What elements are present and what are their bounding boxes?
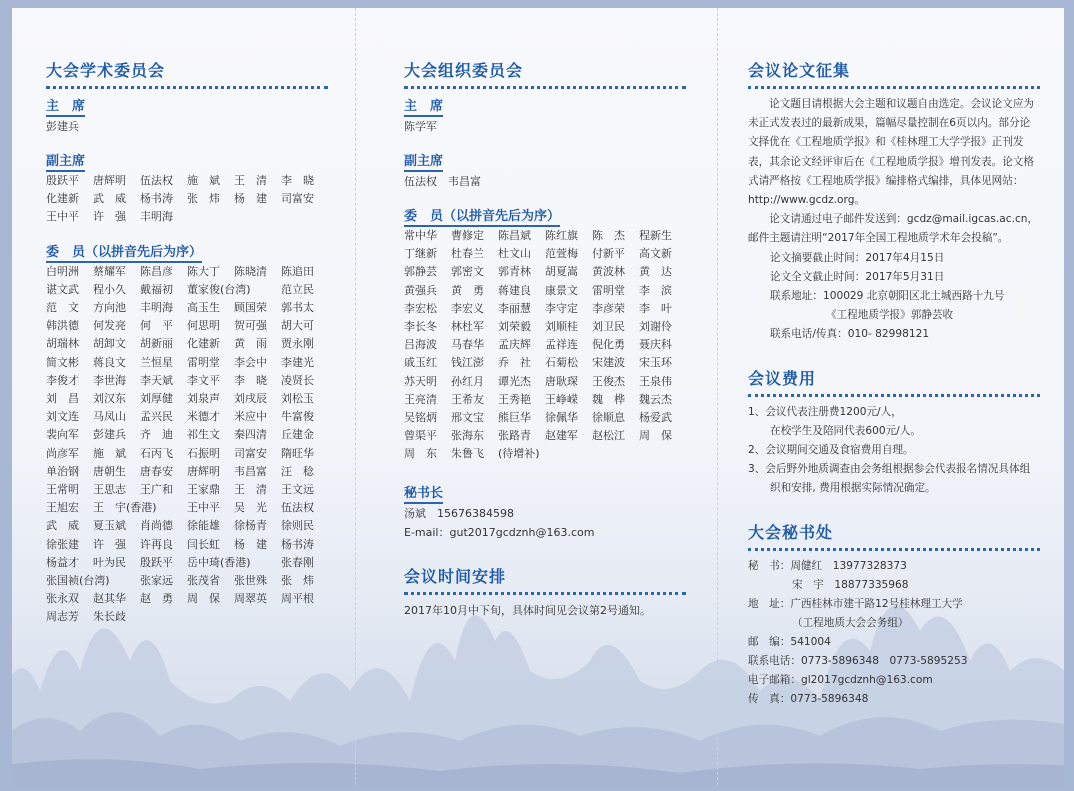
member-name: 王俊杰 xyxy=(592,374,625,388)
member-name: 周 东 xyxy=(404,447,437,461)
member-name: 王中平 xyxy=(46,210,79,224)
member-name: 谌文武 xyxy=(46,282,79,296)
member-name: 王 清 xyxy=(234,483,267,497)
paper-paragraph: 论文题目请根据大会主题和议题自由选定。会议论文应为未正式发表过的最新成果，篇幅尽量控制在6页以内。部分论文择优在《工程地质学报》和《桂林理工大学学报》正刊发表，其余论文经评审后在《工程地质学报》增刊发表。论文格式请严格按《工程地质学报》编排格式编排，具体见网站：http://www.gcdz.org。 xyxy=(748,98,1035,207)
member-name: 李长冬 xyxy=(404,320,437,334)
member-name: 石振明 xyxy=(187,446,220,460)
member-name: 李建光 xyxy=(281,355,314,369)
member-name: 陈昌斌 xyxy=(498,229,531,242)
member-name: 丰明海 xyxy=(140,301,173,315)
member-name: 米德才 xyxy=(187,410,220,424)
member-name: 胡瑞林 xyxy=(46,337,79,351)
member-name: 王旭宏 xyxy=(46,501,79,515)
member-name: 徐顺息 xyxy=(592,411,625,425)
contact-recipient: 《工程地质学报》郭静芸收 xyxy=(826,308,954,321)
member-name: 周 保 xyxy=(187,592,220,606)
member-name: 乔 社 xyxy=(498,356,531,370)
member-name: 丘建金 xyxy=(281,428,314,442)
member-name: 陈大丁 xyxy=(187,264,220,278)
member-name: 蒋良文 xyxy=(93,355,126,369)
member-name: 李世海 xyxy=(93,373,126,387)
member-name: 施 斌 xyxy=(187,174,220,187)
member-name: 祁生文 xyxy=(187,428,220,442)
member-name: 米应中 xyxy=(234,410,267,424)
member-name: 黄 雨 xyxy=(234,337,267,351)
member-name: 刘顺桂 xyxy=(545,320,578,334)
member-name: 许 强 xyxy=(93,210,126,224)
member-name: 徐佩华 xyxy=(545,411,578,425)
member-name: 王希友 xyxy=(451,392,484,406)
member-name: 裴向军 xyxy=(46,428,79,442)
subsection-title: 委 员（以拼音先后为序） xyxy=(404,208,560,227)
member-name: 雷明堂 xyxy=(187,355,220,369)
vice-chair-names: 伍法权 韦昌富 xyxy=(404,175,481,188)
member-name xyxy=(140,499,186,517)
member-name: 丁继新 xyxy=(404,247,437,261)
member-name: 李天斌 xyxy=(140,373,173,387)
section-title: 会议时间安排 xyxy=(404,566,507,586)
member-name: 熊巨华 xyxy=(498,411,531,425)
fee-item-note: 织和安排, 费用根据实际情况确定。 xyxy=(770,481,936,494)
member-name: 张路青 xyxy=(498,429,531,443)
member-name: 孟祥连 xyxy=(545,338,578,352)
member-name: 赵建军 xyxy=(545,429,578,443)
subsection-title: 主 席 xyxy=(404,98,443,117)
member-name: 王 宇(香港) xyxy=(93,501,157,515)
member-name: 唐耿琛 xyxy=(545,374,578,388)
member-name: 吕海波 xyxy=(404,338,437,352)
fee-item: 1、会议代表注册费1200元/人， xyxy=(748,405,902,418)
member-name: 周翠英 xyxy=(234,592,267,606)
name-grid xyxy=(404,227,686,464)
member-name: 隋旺华 xyxy=(281,446,314,460)
member-name: 胡卸文 xyxy=(93,337,126,351)
member-name: 李 晓 xyxy=(234,373,267,387)
member-name: 程新生 xyxy=(639,229,672,242)
member-name: 郭书太 xyxy=(281,301,314,315)
section-title: 大会秘书处 xyxy=(748,522,834,542)
member-name: 何思明 xyxy=(187,319,220,333)
member-name: 伍法权 xyxy=(140,174,173,187)
member-name: 黄波林 xyxy=(592,265,625,279)
member-name: 刘松玉 xyxy=(281,392,314,406)
member-name: 化建新 xyxy=(187,337,220,351)
member-name: 雷明堂 xyxy=(592,283,625,297)
member-name: 肖尚德 xyxy=(140,519,173,533)
member-name: 曾渠平 xyxy=(404,429,437,443)
member-name: 宋建波 xyxy=(592,356,625,370)
section-title: 大会组织委员会 xyxy=(404,61,524,80)
schedule-text: 2017年10月中下旬，具体时间见会议第2号通知。 xyxy=(404,603,651,617)
fee-item: 3、会后野外地质调查由会务组根据参会代表报名情况具体组 xyxy=(748,462,1031,475)
member-name: 李文平 xyxy=(187,373,220,387)
member-name: 黄 达 xyxy=(639,265,672,279)
subsection-title: 主 席 xyxy=(46,98,85,117)
member-name: 孙红月 xyxy=(451,374,484,388)
member-name: 林杜军 xyxy=(451,320,484,334)
member-name: 李俊才 xyxy=(46,373,79,387)
paper-paragraph: 论文请通过电子邮件发送到：gcdz@mail.igcas.ac.cn，邮件主题请注明“2017年全国工程地质学术年会投稿”。 xyxy=(748,213,1039,245)
member-name: 胡大可 xyxy=(281,319,314,333)
member-name: 唐辉明 xyxy=(93,174,126,187)
member-name: 刘厚健 xyxy=(140,392,173,406)
member-name: 何 平 xyxy=(140,319,173,333)
name-grid xyxy=(46,172,328,227)
member-name: 齐 迪 xyxy=(140,428,173,442)
member-name: 张家远 xyxy=(140,574,173,588)
member-name: 陈昌彦 xyxy=(140,264,173,278)
member-name: 郭密文 xyxy=(451,265,484,279)
member-name: 白明洲 xyxy=(46,264,79,278)
member-name: 李守定 xyxy=(545,301,578,315)
member-name: 单治钢 xyxy=(46,464,79,478)
member-name: 叶为民 xyxy=(93,555,126,569)
chair-name: 彭建兵 xyxy=(46,120,79,133)
member-name: 秦四清 xyxy=(234,428,267,442)
subsection-title: 副主席 xyxy=(404,153,443,172)
member-name: 司富安 xyxy=(234,446,267,460)
member-name: 杨 建 xyxy=(234,192,267,206)
member-name: 简文彬 xyxy=(46,355,79,369)
member-name: 何发亮 xyxy=(93,319,126,333)
member-name: 范萱梅 xyxy=(545,247,578,261)
member-name: 张世殊 xyxy=(234,574,267,588)
member-name: 刘 昌 xyxy=(46,392,79,406)
member-name: 蔡耀军 xyxy=(93,264,126,278)
member-name: 高文新 xyxy=(639,247,672,261)
member-name: 戚玉红 xyxy=(404,356,437,370)
abstract-deadline: 论文摘要截止时间：2017年4月15日 xyxy=(770,251,945,264)
member-name: 伍法权 xyxy=(281,501,314,515)
member-name: 常中华 xyxy=(404,229,437,242)
member-name: 郭静芸 xyxy=(404,265,437,279)
member-name: 韩洪德 xyxy=(46,319,79,333)
member-name: 张春刚 xyxy=(281,555,314,569)
member-name: 施 斌 xyxy=(93,446,126,460)
secretary-contact: 汤斌 15676384598 xyxy=(404,506,514,520)
member-name: 陈晓清 xyxy=(234,264,267,278)
member-name: 徐杨青 xyxy=(234,519,267,533)
member-name: 王 清 xyxy=(234,174,267,187)
member-name: 徐则民 xyxy=(281,519,314,533)
member-name: 聂庆科 xyxy=(639,338,672,352)
member-name: 陈 杰 xyxy=(592,229,625,242)
member-name: 王峥嵘 xyxy=(545,392,578,406)
member-name: 周 保 xyxy=(639,429,672,443)
member-name: 王文远 xyxy=(281,483,314,497)
member-name: 黄 勇 xyxy=(451,283,484,297)
member-name: 李 滨 xyxy=(639,283,672,297)
member-name: 吴 光 xyxy=(234,501,267,515)
member-name: 唐朝生 xyxy=(93,464,126,478)
subsection-title: 秘书长 xyxy=(404,485,443,504)
member-name: 马凤山 xyxy=(93,410,126,424)
member-name: 张国祯(台湾) xyxy=(46,574,110,588)
member-name: 苏天明 xyxy=(404,374,437,388)
member-name: 刘谢伶 xyxy=(639,320,672,334)
section-title: 会议费用 xyxy=(748,368,817,388)
member-name: 王中平 xyxy=(187,501,220,515)
member-name: 武 威 xyxy=(46,519,79,533)
dotted-divider xyxy=(404,86,686,89)
member-name xyxy=(234,554,280,572)
member-name: 化建新 xyxy=(46,192,79,206)
member-name: 凌贤长 xyxy=(281,373,314,387)
info-panel xyxy=(748,58,1040,709)
member-name: 杨书涛 xyxy=(281,537,314,551)
member-name: 李会中 xyxy=(234,355,267,369)
member-name: 邢文宝 xyxy=(451,411,484,425)
member-name: 蒋建良 xyxy=(498,283,531,297)
member-name: 朱鲁飞 xyxy=(451,447,484,461)
member-name: 张 炜 xyxy=(187,192,220,206)
member-name: 许再良 xyxy=(140,537,173,551)
member-name: 陈红旗 xyxy=(545,229,578,242)
member-name: 李宏松 xyxy=(404,301,437,315)
member-name: 杨益才 xyxy=(46,555,79,569)
subsection-title: 委 员（以拼音先后为序） xyxy=(46,244,202,263)
member-name: 董家俊(台湾) xyxy=(187,282,251,296)
member-name: 唐春安 xyxy=(140,464,173,478)
member-name: 胡新丽 xyxy=(140,337,173,351)
member-name: 范 文 xyxy=(46,301,79,315)
dotted-divider xyxy=(748,86,1040,89)
member-name: 刘荣毅 xyxy=(498,320,531,334)
member-name: 李 晓 xyxy=(281,174,314,187)
member-name: 黄强兵 xyxy=(404,283,437,297)
member-name: (待增补) xyxy=(498,447,540,461)
member-name: 周志芳 xyxy=(46,610,79,624)
member-name: 李彦荣 xyxy=(592,301,625,315)
member-name: 王亮清 xyxy=(404,392,437,406)
member-name: 武 威 xyxy=(93,192,126,206)
organizing-committee-panel xyxy=(404,58,686,620)
member-name: 杜文山 xyxy=(498,247,531,261)
member-name: 刘泉声 xyxy=(187,392,220,406)
member-name: 魏云杰 xyxy=(639,392,672,406)
member-name: 尚彦军 xyxy=(46,446,79,460)
member-name xyxy=(93,572,139,590)
member-name: 胡夏嵩 xyxy=(545,265,578,279)
member-name: 王秀艳 xyxy=(498,392,531,406)
member-name: 张海东 xyxy=(451,429,484,443)
contact-phone: 联系电话/传真：010- 82998121 xyxy=(770,327,930,340)
member-name: 赵 勇 xyxy=(140,592,173,606)
member-name xyxy=(234,281,280,299)
member-name: 兰恒星 xyxy=(140,355,173,369)
member-name: 闫长虹 xyxy=(187,537,220,551)
member-name: 顾国荣 xyxy=(234,301,267,315)
dotted-divider xyxy=(46,86,328,89)
member-name: 赵其华 xyxy=(93,592,126,606)
member-name: 岳中琦(香港) xyxy=(187,555,251,569)
member-name: 夏玉斌 xyxy=(93,519,126,533)
member-name: 殷跃平 xyxy=(46,174,79,187)
member-name: 杨书涛 xyxy=(140,192,173,206)
member-name: 谭光杰 xyxy=(498,374,531,388)
member-name: 倪化勇 xyxy=(592,338,625,352)
member-name: 朱长歧 xyxy=(93,610,126,624)
phone: 联系电话：0773-5896348 0773-5895253 xyxy=(748,654,968,667)
member-name: 丰明海 xyxy=(140,210,173,224)
secretary-email[interactable]: E-mail：gut2017gcdznh@163.com xyxy=(404,525,595,539)
member-name: 杨爱武 xyxy=(639,411,672,425)
member-name: 高玉生 xyxy=(187,301,220,315)
dotted-divider xyxy=(404,592,686,595)
fax: 传 真：0773-5896348 xyxy=(748,692,869,705)
academic-committee-panel xyxy=(46,58,328,627)
secretary-1: 秘 书：周健红 13977328373 xyxy=(748,559,907,572)
member-name: 牛富俊 xyxy=(281,410,314,424)
member-name: 张永双 xyxy=(46,592,79,606)
member-name: 赵松江 xyxy=(592,429,625,443)
member-name: 刘文连 xyxy=(46,410,79,424)
member-name: 方向池 xyxy=(93,301,126,315)
member-name: 贾永刚 xyxy=(281,337,314,351)
dotted-divider xyxy=(748,548,1040,551)
section-title: 会议论文征集 xyxy=(748,61,851,80)
email[interactable]: 电子邮箱：gl2017gcdznh@163.com xyxy=(748,673,933,686)
fold-line xyxy=(355,8,356,785)
contact-address: 联系地址：100029 北京朝阳区北土城西路十九号 xyxy=(770,289,1005,302)
fee-item: 2、会议期间交通及食宿费用自理。 xyxy=(748,443,914,456)
member-name: 郭青林 xyxy=(498,265,531,279)
member-name: 李宏义 xyxy=(451,301,484,315)
postcode: 邮 编：541004 xyxy=(748,635,831,648)
dotted-divider xyxy=(748,394,1040,397)
member-name: 孟兴民 xyxy=(140,410,173,424)
member-name: 彭建兵 xyxy=(93,428,126,442)
subsection-title: 副主席 xyxy=(46,153,85,172)
member-name: 周平根 xyxy=(281,592,314,606)
member-name: 张 炜 xyxy=(281,574,314,588)
member-name: 刘戌辰 xyxy=(234,392,267,406)
fold-line xyxy=(717,8,718,785)
chair-name: 陈学军 xyxy=(404,120,437,133)
member-name: 陈追田 xyxy=(281,264,314,278)
member-name: 王泉伟 xyxy=(639,374,672,388)
member-name: 李 叶 xyxy=(639,301,672,315)
member-name: 付新平 xyxy=(592,247,625,261)
section-title: 大会学术委员会 xyxy=(46,61,166,80)
member-name: 张茂省 xyxy=(187,574,220,588)
address-org: （工程地质大会会务组） xyxy=(792,616,909,629)
member-name: 许 强 xyxy=(93,537,126,551)
member-name: 杜春兰 xyxy=(451,247,484,261)
member-name: 吴铭炳 xyxy=(404,411,437,425)
name-grid xyxy=(46,263,328,627)
member-name: 殷跃平 xyxy=(140,555,173,569)
member-name: 王广和 xyxy=(140,483,173,497)
member-name: 王家鼎 xyxy=(187,483,220,497)
member-name: 曹修定 xyxy=(451,229,484,242)
member-name: 程小久 xyxy=(93,282,126,296)
member-name: 孟庆辉 xyxy=(498,338,531,352)
member-name: 贺可强 xyxy=(234,319,267,333)
member-name: 徐张建 xyxy=(46,537,79,551)
member-name: 唐辉明 xyxy=(187,464,220,478)
member-name: 魏 桦 xyxy=(592,392,625,406)
member-name: 石丙飞 xyxy=(140,446,173,460)
member-name: 宋玉环 xyxy=(639,356,672,370)
member-name: 马春华 xyxy=(451,338,484,352)
member-name: 杨 建 xyxy=(234,537,267,551)
member-name: 汪 稔 xyxy=(281,464,314,478)
member-name: 刘卫民 xyxy=(592,320,625,334)
address: 地 址：广西桂林市建干路12号桂林理工大学 xyxy=(748,597,963,610)
member-name: 石菊松 xyxy=(545,356,578,370)
member-name: 李丽慧 xyxy=(498,301,531,315)
member-name: 康景文 xyxy=(545,283,578,297)
member-name: 刘汉东 xyxy=(93,392,126,406)
secretary-2: 宋 宇 18877335968 xyxy=(792,578,909,591)
member-name: 王思志 xyxy=(93,483,126,497)
fulltext-deadline: 论文全文截止时间：2017年5月31日 xyxy=(770,270,945,283)
member-name: 司富安 xyxy=(281,192,314,206)
member-name: 范立民 xyxy=(281,282,314,296)
fee-item-note: 在校学生及陪同代表600元/人。 xyxy=(770,424,921,437)
member-name: 王常明 xyxy=(46,483,79,497)
member-name: 戴福初 xyxy=(140,282,173,296)
member-name: 徐能雄 xyxy=(187,519,220,533)
member-name: 钱江澎 xyxy=(451,356,484,370)
member-name: 韦昌富 xyxy=(234,464,267,478)
